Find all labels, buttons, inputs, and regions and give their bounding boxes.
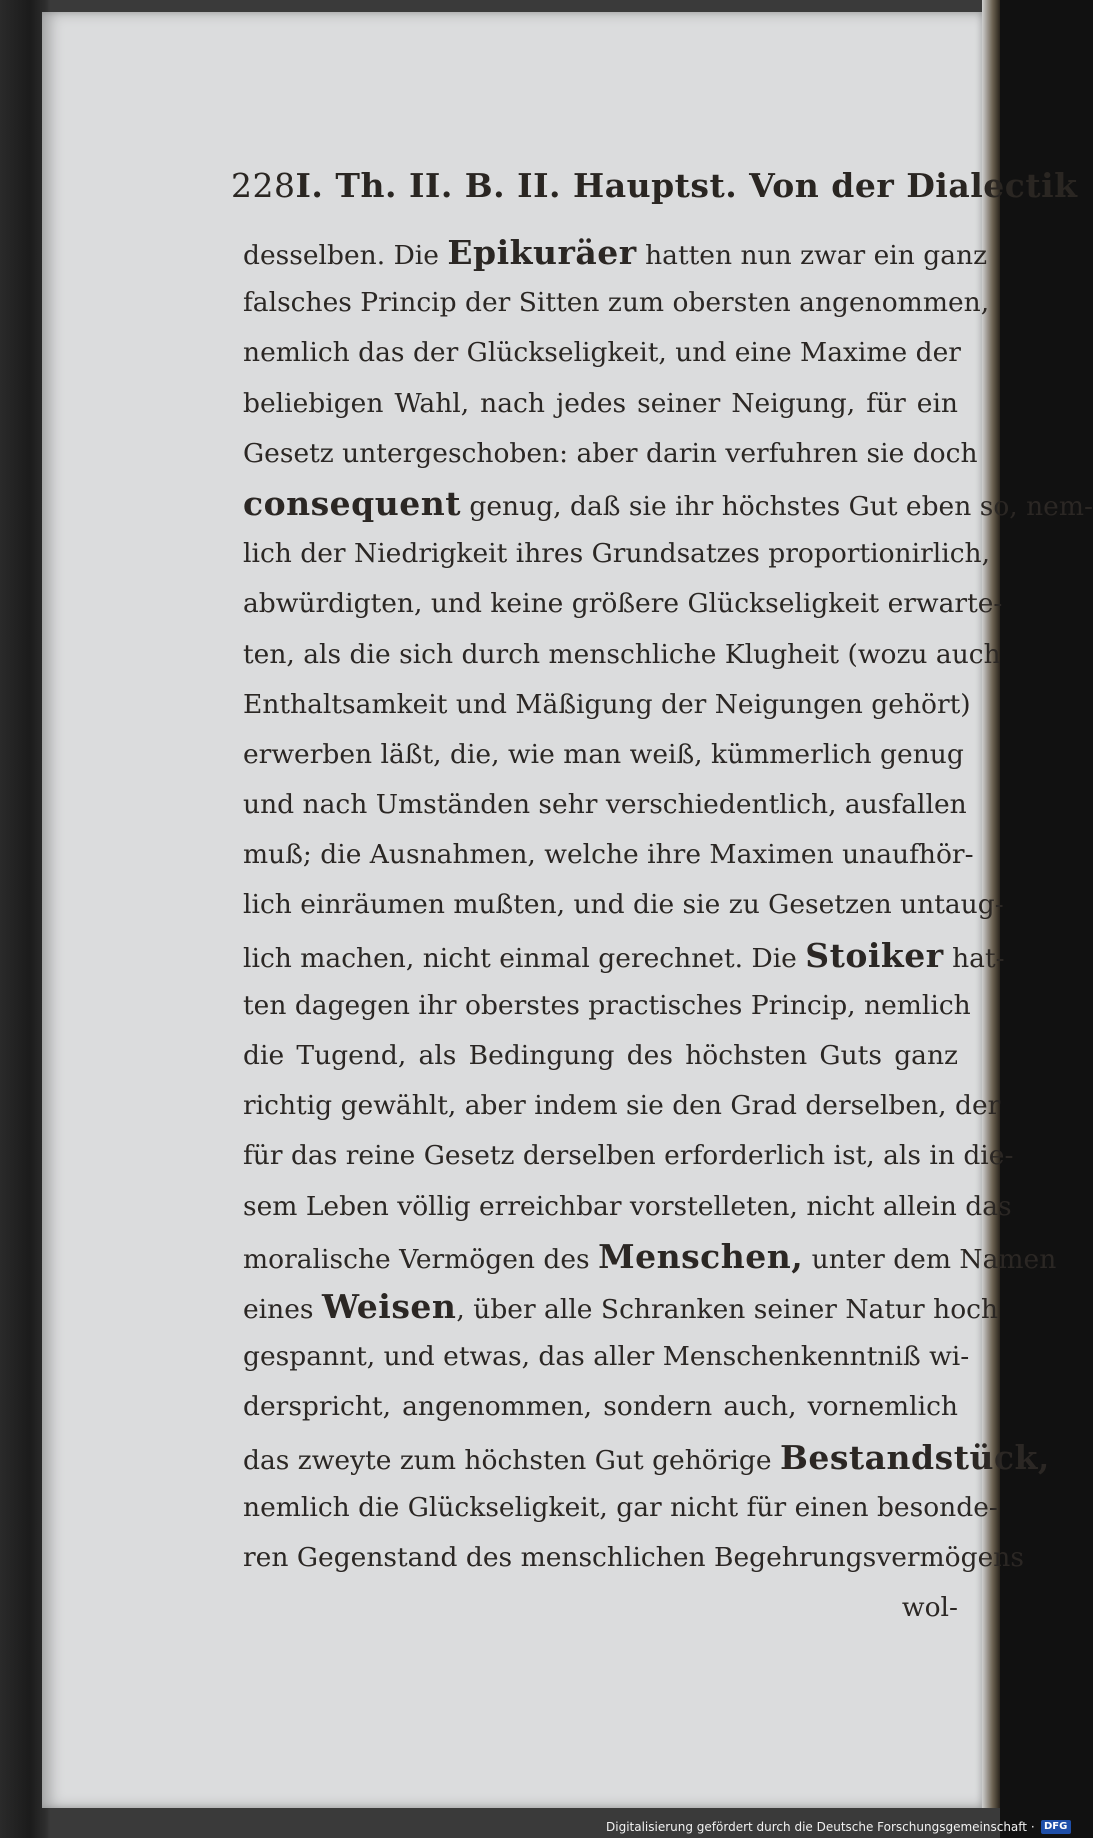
text-line — [243, 1433, 1050, 1483]
body-text — [243, 228, 1093, 1633]
text-segment: eines — [243, 1293, 322, 1325]
text-line — [243, 1182, 1012, 1232]
text-segment: desselben. Die — [243, 240, 448, 271]
text-line — [243, 429, 978, 479]
text-line — [243, 579, 1003, 629]
text-segment: Gesetz untergeschoben: aber darin verfuhren sie doch — [243, 437, 978, 469]
text-segment: derspricht, angenommen, sondern auch, vornemlich — [243, 1391, 958, 1423]
text-segment: hat- — [943, 942, 1005, 974]
emphasized-word: Bestandstück, — [779, 1437, 1050, 1477]
text-line — [243, 1131, 1014, 1181]
text-line — [243, 981, 971, 1031]
text-line — [243, 278, 990, 328]
text-segment: ten, als die sich durch menschliche Klugheit (wozu auch — [243, 638, 1001, 670]
text-segment: nemlich die Glückseligkeit, gar nicht für einen besonde- — [243, 1491, 998, 1523]
catchword: wol- — [901, 1592, 958, 1624]
text-line — [243, 880, 1004, 930]
text-segment: , über alle Schranken seiner Natur hoch — [456, 1293, 999, 1325]
dfg-logo: DFG — [1041, 1820, 1071, 1834]
page-header — [231, 166, 1078, 214]
emphasized-word: consequent — [243, 483, 461, 523]
text-segment: und nach Umständen sehr verschiedentlich, ausfallen — [243, 789, 967, 821]
text-line — [243, 1282, 999, 1332]
emphasized-word: Weisen — [321, 1286, 457, 1326]
footer-credit — [606, 1818, 1071, 1836]
text-segment: unter dem Namen — [803, 1243, 1057, 1275]
text-line — [243, 780, 967, 830]
text-segment: moralische Vermögen des — [243, 1243, 599, 1275]
text-line — [243, 931, 1005, 981]
text-line — [243, 1031, 958, 1081]
text-line — [243, 830, 974, 880]
text-line — [243, 730, 964, 780]
text-line — [243, 1533, 1024, 1583]
text-line — [243, 328, 961, 378]
footer-credit-text: Digitalisierung gefördert durch die Deutsche Forschungsgemeinschaft · — [606, 1820, 1035, 1834]
text-line — [243, 1081, 1001, 1131]
text-segment: beliebigen Wahl, nach jedes seiner Neigung, für ein — [243, 387, 958, 419]
text-line — [243, 1332, 970, 1382]
text-line — [243, 1232, 1057, 1282]
text-segment: Enthaltsamkeit und Mäßigung der Neigungen gehört) — [243, 688, 971, 720]
page-number: 228 — [231, 166, 296, 205]
running-title: I. Th. II. B. II. Hauptst. Von der Dialectik — [295, 166, 1078, 205]
text-segment: falsches Princip der Sitten zum obersten angenommen, — [243, 287, 990, 319]
text-segment: ren Gegenstand des menschlichen Begehrungsvermögens — [243, 1541, 1024, 1573]
text-segment: für das reine Gesetz derselben erforderlich ist, als in die- — [243, 1140, 1014, 1172]
text-line — [243, 379, 958, 429]
text-segment: die Tugend, als Bedingung des höchsten Guts ganz — [243, 1040, 958, 1071]
text-line — [243, 529, 991, 579]
text-segment: lich einräumen mußten, und die sie zu Gesetzen untaug- — [243, 889, 1004, 921]
emphasized-word: Stoiker — [805, 935, 944, 975]
text-line — [243, 680, 971, 730]
text-segment: sem Leben völlig erreichbar vorstelleten, nicht allein das — [243, 1190, 1012, 1222]
text-segment: lich machen, nicht einmal gerechnet. Die — [243, 942, 806, 974]
text-segment: richtig gewählt, aber indem sie den Grad derselben, der — [243, 1090, 1001, 1122]
text-line — [243, 479, 1093, 529]
text-segment: abwürdigten, und keine größere Glückseligkeit erwarte- — [243, 588, 1003, 620]
text-segment: gespannt, und etwas, das aller Menschenkenntniß wi- — [243, 1341, 970, 1373]
emphasized-word: Menschen, — [598, 1236, 804, 1276]
text-line — [243, 228, 988, 278]
text-segment: hatten nun zwar ein ganz — [636, 240, 988, 271]
text-segment: muß; die Ausnahmen, welche ihre Maximen unaufhör- — [243, 839, 974, 871]
text-segment: ten dagegen ihr oberstes practisches Princip, nemlich — [243, 989, 971, 1021]
text-line — [243, 1483, 998, 1533]
text-line — [243, 630, 1001, 680]
text-segment: nemlich das der Glückseligkeit, und eine Maxime der — [243, 337, 961, 369]
text-segment: lich der Niedrigkeit ihres Grundsatzes proportionirlich, — [243, 538, 991, 570]
text-segment: das zweyte zum höchsten Gut gehörige — [243, 1444, 780, 1476]
text-segment: genug, daß sie ihr höchstes Gut eben so, nem- — [460, 490, 1093, 522]
text-segment: erwerben läßt, die, wie man weiß, kümmerlich genug — [243, 738, 964, 770]
text-line — [243, 1382, 958, 1432]
emphasized-word: Epikuräer — [447, 233, 637, 272]
